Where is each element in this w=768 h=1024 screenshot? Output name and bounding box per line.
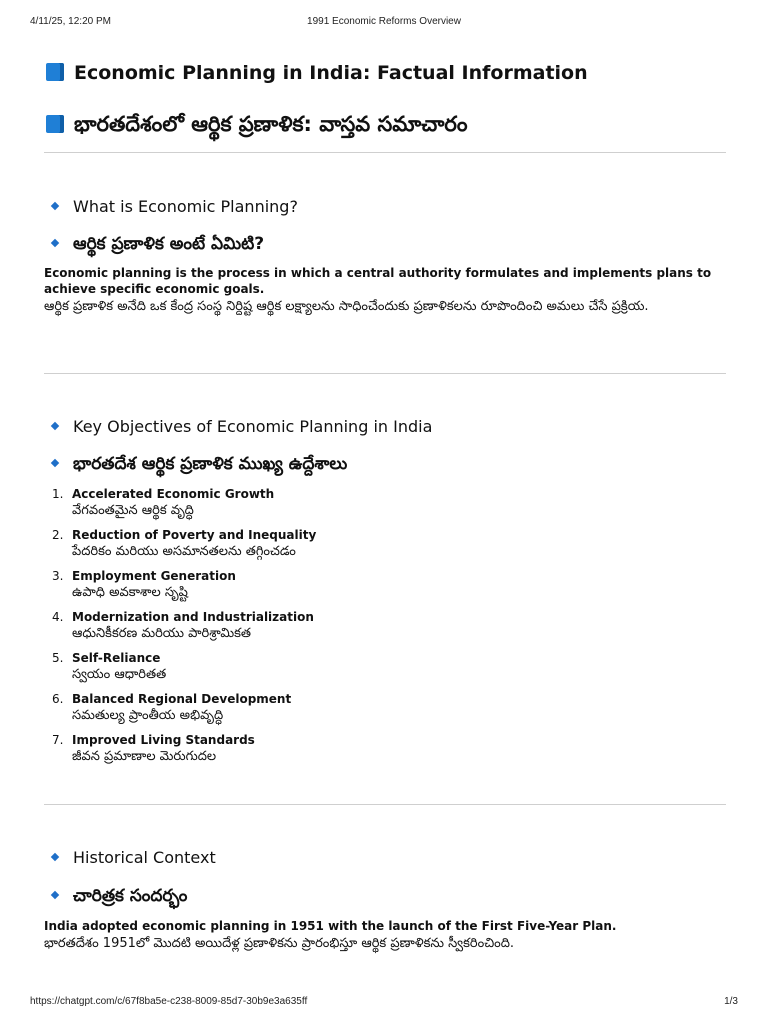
- divider: [44, 373, 726, 374]
- print-header: [30, 16, 738, 32]
- item-english: Reduction of Poverty and Inequality: [72, 528, 317, 542]
- list-number: 5.: [52, 651, 64, 665]
- item-english: Employment Generation: [72, 569, 236, 583]
- item-english: Balanced Regional Development: [72, 692, 292, 706]
- item-telugu: ఉపాధి అవకాశాల సృష్టి: [72, 585, 188, 600]
- divider: [44, 152, 726, 153]
- diamond-bullet-icon: [51, 891, 59, 899]
- heading-english-text: Economic Planning in India: Factual Information: [74, 62, 588, 84]
- diamond-bullet-icon: [51, 239, 59, 247]
- page-number: 1/3: [724, 996, 738, 1007]
- list-item: [44, 486, 726, 527]
- list-item: [44, 691, 726, 732]
- history-title-telugu: [52, 886, 187, 910]
- print-footer: [30, 996, 738, 1010]
- print-date: 4/11/25, 12:20 PM: [30, 16, 111, 27]
- heading-telugu: [46, 112, 468, 142]
- document-title: 1991 Economic Reforms Overview: [307, 16, 461, 27]
- list-item: [44, 650, 726, 691]
- item-telugu: పేదరికం మరియు అసమానతలను తగ్గించడం: [72, 544, 296, 559]
- section-title: చారిత్రక సందర్భం: [73, 886, 188, 906]
- objectives-title-telugu: [52, 454, 347, 478]
- history-title-english: [52, 848, 216, 867]
- paragraph-english: India adopted economic planning in 1951 with the launch of the First Five-Year Plan.: [44, 919, 617, 933]
- item-english: Self-Reliance: [72, 651, 161, 665]
- item-telugu: సమతుల్య ప్రాంతీయ అభివృద్ధి: [72, 708, 224, 723]
- divider: [44, 804, 726, 805]
- section-title: Key Objectives of Economic Planning in India: [73, 417, 433, 436]
- diamond-bullet-icon: [51, 459, 59, 467]
- item-english: Modernization and Industrialization: [72, 610, 314, 624]
- item-telugu: జీవన ప్రమాణాల మెరుగుదల: [72, 749, 217, 764]
- section-title: ఆర్థిక ప్రణాళిక అంటే ఏమిటి?: [73, 234, 265, 254]
- objectives-title-english: [52, 417, 432, 436]
- section-title: భారతదేశ ఆర్థిక ప్రణాళిక ముఖ్య ఉద్దేశాలు: [73, 454, 348, 474]
- list-number: 3.: [52, 569, 64, 583]
- section-title: What is Economic Planning?: [73, 197, 298, 216]
- what-is-title-english: [52, 197, 298, 216]
- page-url: https://chatgpt.com/c/67f8ba5e-c238-8009-85d7-30b9e3a635ff: [30, 996, 308, 1007]
- diamond-bullet-icon: [51, 422, 59, 430]
- item-telugu: వేగవంతమైన ఆర్థిక వృద్ధి: [72, 503, 194, 518]
- list-item: [44, 527, 726, 568]
- list-number: 2.: [52, 528, 64, 542]
- section-title: Historical Context: [73, 848, 216, 867]
- list-number: 7.: [52, 733, 64, 747]
- what-is-paragraph: [44, 265, 726, 316]
- list-number: 1.: [52, 487, 64, 501]
- heading-telugu-text: భారతదేశంలో ఆర్థిక ప్రణాళిక: వాస్తవ సమాచారం: [74, 112, 468, 136]
- list-item: [44, 609, 726, 650]
- blue-book-icon: [46, 115, 64, 133]
- item-telugu: స్వయం ఆధారితత: [72, 667, 167, 682]
- list-item: [44, 732, 726, 773]
- objectives-list: [44, 486, 726, 773]
- paragraph-telugu: ఆర్థిక ప్రణాళిక అనేది ఒక కేంద్ర సంస్థ నిర్దిష్ట ఆర్థిక లక్ష్యాలను సాధించేందుకు ప్రణాళికలను రూపొందించి అమలు చేసే ప్రక్రియ.: [44, 299, 649, 314]
- item-english: Accelerated Economic Growth: [72, 487, 275, 501]
- item-english: Improved Living Standards: [72, 733, 255, 747]
- item-telugu: ఆధునికీకరణ మరియు పారిశ్రామికత: [72, 626, 251, 641]
- diamond-bullet-icon: [51, 853, 59, 861]
- list-item: [44, 568, 726, 609]
- what-is-title-telugu: [52, 234, 264, 258]
- blue-book-icon: [46, 63, 64, 81]
- paragraph-telugu: భారతదేశం 1951లో మొదటి అయిదేళ్ల ప్రణాళికను ప్రారంభిస్తూ ఆర్థిక ప్రణాళికను స్వీకరించింది.: [44, 936, 515, 951]
- heading-english: [46, 62, 588, 84]
- list-number: 4.: [52, 610, 64, 624]
- history-paragraph: [44, 918, 726, 953]
- paragraph-english: Economic planning is the process in which a central authority formulates and implements plans to achieve specific economic goals.: [44, 266, 712, 296]
- list-number: 6.: [52, 692, 64, 706]
- diamond-bullet-icon: [51, 202, 59, 210]
